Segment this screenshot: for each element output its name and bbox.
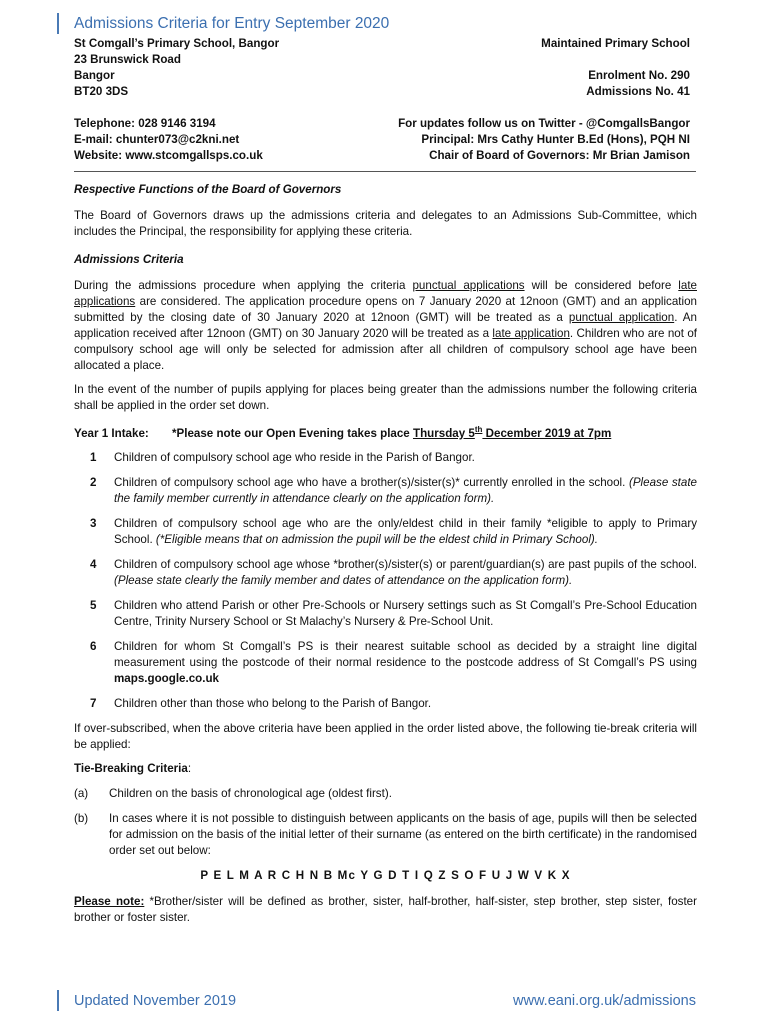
address-line-2: Bangor xyxy=(74,69,115,82)
twitter-handle: For updates follow us on Twitter - @ComgallsBangor xyxy=(398,117,690,130)
telephone: Telephone: 028 9146 3194 xyxy=(74,117,216,130)
document-body xyxy=(74,182,697,934)
intake-label: Year 1 Intake: xyxy=(74,426,149,440)
governors-paragraph: The Board of Governors draws up the admissions criteria and delegates to an Admissions Sub-Committee, which includes the Principal, the responsibility for applying these criteria. xyxy=(74,209,697,238)
year-1-intake xyxy=(74,422,697,442)
criterion-item: 5 Children who attend Parish or other Pre-Schools or Nursery settings such as St Comgall’s Pre-School Education Centre, Trinity Nursery School or St Malachy’s Nursery & Pre-School Unit. xyxy=(90,598,697,628)
admissions-paragraph-1: During the admissions procedure when applying the criteria punctual applications will be considered before late applications are considered. The application procedure opens on 7 January 2020 at 12noon (GMT) and an application submitted by the closing date of 30 January 2020 at 12noon (GMT) will be treated as a punctual application. An application received after 12noon (GMT) on 30 January 2020 will be treated as a late application. Children who are not of compulsory school age will only be selected for admission after all children of compulsory school age have been allocated a place. xyxy=(74,279,697,372)
governors-heading: Respective Functions of the Board of Governors xyxy=(74,183,342,196)
tie-break-item: (a) Children on the basis of chronological age (oldest first). xyxy=(74,786,392,800)
footer-url[interactable]: www.eani.org.uk/admissions xyxy=(513,993,696,1009)
postcode: BT20 3DS xyxy=(74,85,129,98)
open-evening-note: *Please note our Open Evening takes place Thursday 5th December 2019 at 7pm xyxy=(172,425,612,440)
admissions-paragraph-2: In the event of the number of pupils applying for places being greater than the admissions number the following criteria shall be applied in the order set down. xyxy=(74,383,697,412)
school-type: Maintained Primary School xyxy=(541,37,690,50)
criterion-item: 1 Children of compulsory school age who reside in the Parish of Bangor. xyxy=(90,450,475,464)
criterion-item: 4 Children of compulsory school age whose *brother(s)/sister(s) or parent/guardian(s) are past pupils of the school. (Please state clearly the family member and dates of attendance on the application form). xyxy=(90,557,697,587)
staff-block xyxy=(398,116,690,164)
enrolment-number: Enrolment No. 290 xyxy=(588,69,690,82)
school-address-block xyxy=(74,36,374,100)
email: E-mail: chunter073@c2kni.net xyxy=(74,133,240,146)
please-note: Please note: *Brother/sister will be defined as brother, sister, half-brother, half-sister, step brother, step sister, foster brother or foster sister. xyxy=(74,894,697,924)
chair-of-governors: Chair of Board of Governors: Mr Brian Jamison xyxy=(429,149,690,162)
school-name: St Comgall’s Primary School, Bangor xyxy=(74,37,280,50)
title-accent-bar xyxy=(57,13,59,34)
oversubscribed-paragraph: If over-subscribed, when the above criteria have been applied in the order listed above, the following tie-break criteria will be applied: xyxy=(74,721,697,751)
tie-breaking-heading: Tie-Breaking Criteria: xyxy=(74,761,192,775)
updated-date: Updated November 2019 xyxy=(74,993,237,1009)
tie-break-item: (b) In cases where it is not possible to distinguish between applicants on the basis of age, pupils will then be selected for admission on the basis of the initial letter of their surname (as entered on the birth certificate) in the randomised order set out below: xyxy=(74,811,697,857)
header-divider xyxy=(74,171,696,172)
criterion-item: 7 Children other than those who belong to the Parish of Bangor. xyxy=(90,696,432,710)
contact-block xyxy=(74,116,263,164)
principal: Principal: Mrs Cathy Hunter B.Ed (Hons), PQH NI xyxy=(421,133,690,146)
school-info-block xyxy=(360,36,690,100)
page-title: Admissions Criteria for Entry September 2020 xyxy=(74,15,390,32)
admissions-number: Admissions No. 41 xyxy=(586,85,690,98)
website: Website: www.stcomgallsps.co.uk xyxy=(74,149,263,162)
criterion-item: 2 Children of compulsory school age who have a brother(s)/sister(s)* currently enrolled in the school. (Please state the family member currently in attendance clearly on the application form). xyxy=(90,475,697,505)
criterion-item: 6 Children for whom St Comgall’s PS is their nearest suitable school as decided by a straight line digital measurement using the postcode of their normal residence to the postcode address of St Comgall’s PS using maps.google.co.uk xyxy=(90,639,697,685)
spacer xyxy=(360,52,690,68)
address-line-1: 23 Brunswick Road xyxy=(74,53,181,66)
footer-accent-bar xyxy=(57,990,59,1011)
surname-letter-order: P E L M A R C H N B Mc Y G D T I Q Z S O F U J W V K X xyxy=(200,868,571,882)
admissions-heading: Admissions Criteria xyxy=(74,253,184,266)
criterion-item: 3 Children of compulsory school age who are the only/eldest child in their family *eligible to apply to Primary School. (*Eligible means that on admission the pupil will be the eldest child in Primary School). xyxy=(90,516,697,546)
